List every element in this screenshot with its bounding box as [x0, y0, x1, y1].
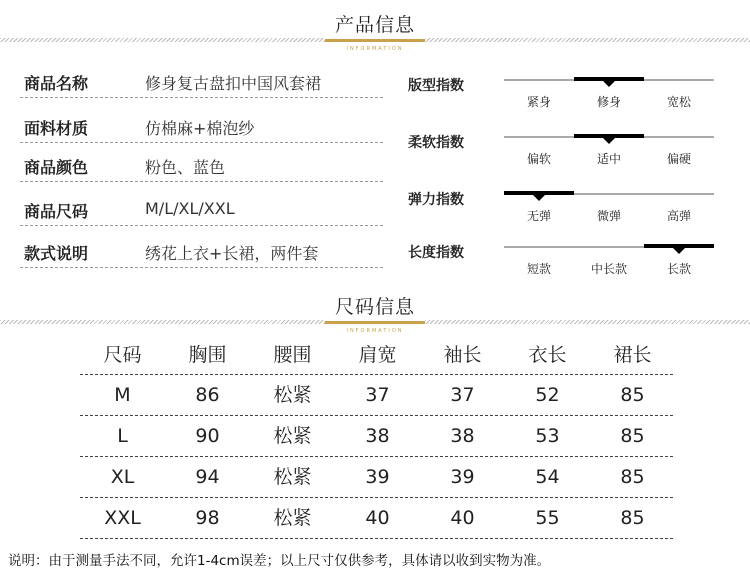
- size-table: [80, 335, 675, 539]
- table-cell: 松紧: [273, 425, 312, 447]
- table-cell: 55: [535, 507, 560, 529]
- header-cell: 袖长: [443, 344, 482, 366]
- table-cell: 松紧: [273, 384, 312, 406]
- table-cell: 85: [620, 425, 645, 447]
- header-cell: 胸围: [188, 344, 227, 366]
- index-option: 高弹: [666, 209, 691, 223]
- table-cell: 37: [450, 384, 475, 406]
- index-option: 中长款: [590, 262, 627, 276]
- info-value: 绣花上衣+长裙，两件套: [145, 244, 319, 263]
- index-marker: [574, 77, 644, 81]
- table-cell: 40: [365, 507, 390, 529]
- table-cell: 38: [365, 425, 390, 447]
- info-label: 款式说明: [24, 244, 89, 263]
- index-elasticity: [408, 187, 738, 227]
- marker-pointer-icon: [673, 248, 685, 254]
- hatch-divider-left: [0, 38, 325, 42]
- index-option: 适中: [596, 152, 621, 166]
- hatch-divider-right: [425, 38, 750, 42]
- table-cell: M: [114, 384, 131, 406]
- header-cell: 衣长: [528, 344, 567, 366]
- table-cell: 松紧: [273, 466, 312, 488]
- table-cell: 39: [365, 466, 390, 488]
- info-value: 仿棉麻+棉泡纱: [145, 119, 255, 138]
- index-label: 长度指数: [408, 245, 464, 261]
- info-row-color: [20, 152, 385, 182]
- product-info-header: [0, 10, 750, 50]
- info-value: 修身复古盘扣中国风套裙: [145, 74, 322, 93]
- header-cell: 裙长: [613, 344, 652, 366]
- dotted-rule: [20, 181, 385, 182]
- info-row-name: [20, 68, 385, 98]
- index-marker: [644, 244, 714, 248]
- info-value: M/L/XL/XXL: [145, 199, 235, 218]
- table-cell: 90: [195, 425, 220, 447]
- size-info-subtitle: INFORMATION: [346, 328, 404, 334]
- table-cell: 98: [195, 507, 220, 529]
- table-cell: 52: [535, 384, 560, 406]
- index-softness: [408, 130, 738, 170]
- size-info-title: 尺码信息: [334, 296, 415, 318]
- table-cell: 86: [195, 384, 220, 406]
- table-row: [80, 416, 675, 457]
- index-option: 宽松: [666, 95, 691, 109]
- table-cell: XXL: [104, 507, 141, 529]
- index-option: 紧身: [526, 95, 551, 109]
- dotted-rule: [20, 225, 385, 226]
- table-cell: 85: [620, 466, 645, 488]
- table-cell: 94: [195, 466, 220, 488]
- header-cell: 腰围: [273, 344, 312, 366]
- info-row-style: [20, 238, 385, 268]
- gold-divider: [325, 39, 425, 42]
- info-label: 面料材质: [24, 119, 89, 138]
- index-option: 短款: [526, 262, 551, 276]
- table-row: [80, 498, 675, 539]
- index-marker: [504, 191, 574, 195]
- index-option: 微弹: [596, 209, 621, 223]
- index-length: [408, 240, 738, 280]
- hatch-divider-left: [0, 320, 325, 324]
- product-info-subtitle: INFORMATION: [346, 46, 404, 52]
- index-label: 版型指数: [408, 78, 464, 94]
- table-cell: 40: [450, 507, 475, 529]
- table-cell: 85: [620, 384, 645, 406]
- info-row-size: [20, 196, 385, 226]
- dotted-rule: [20, 142, 385, 143]
- marker-pointer-icon: [533, 195, 545, 201]
- info-label: 商品名称: [24, 74, 89, 93]
- size-info-header: [0, 292, 750, 332]
- table-row: [80, 457, 675, 498]
- table-cell: L: [117, 425, 128, 447]
- marker-pointer-icon: [603, 138, 615, 144]
- gold-divider: [325, 321, 425, 324]
- table-cell: 松紧: [273, 507, 312, 529]
- info-label: 商品颜色: [24, 158, 89, 177]
- marker-pointer-icon: [603, 81, 615, 87]
- table-cell: 39: [450, 466, 475, 488]
- table-cell: 85: [620, 507, 645, 529]
- header-cell: 尺码: [103, 344, 142, 366]
- table-cell: XL: [110, 466, 135, 488]
- index-option: 偏硬: [666, 152, 691, 166]
- index-label: 弹力指数: [408, 192, 464, 208]
- dotted-rule: [20, 267, 385, 268]
- hatch-divider-right: [425, 320, 750, 324]
- size-table-header: [80, 335, 675, 375]
- table-cell: 54: [535, 466, 560, 488]
- index-option: 长款: [666, 262, 691, 276]
- index-fit: [408, 73, 738, 113]
- table-row: [80, 375, 675, 416]
- info-row-material: [20, 113, 385, 143]
- table-cell: 53: [535, 425, 560, 447]
- index-option: 无弹: [526, 209, 551, 223]
- info-label: 商品尺码: [24, 202, 89, 221]
- header-cell: 肩宽: [358, 344, 397, 366]
- measurement-note: 说明：由于测量手法不同，允许1-4cm误差；以上尺寸仅供参考，具体请以收到实物为准。: [8, 553, 551, 569]
- dotted-rule: [80, 538, 675, 539]
- table-cell: 37: [365, 384, 390, 406]
- index-option: 修身: [596, 95, 621, 109]
- product-info-title: 产品信息: [334, 14, 415, 36]
- dotted-rule: [20, 97, 385, 98]
- table-cell: 38: [450, 425, 475, 447]
- index-marker: [574, 134, 644, 138]
- index-option: 偏软: [526, 152, 551, 166]
- info-value: 粉色、蓝色: [145, 158, 226, 177]
- index-label: 柔软指数: [408, 135, 464, 151]
